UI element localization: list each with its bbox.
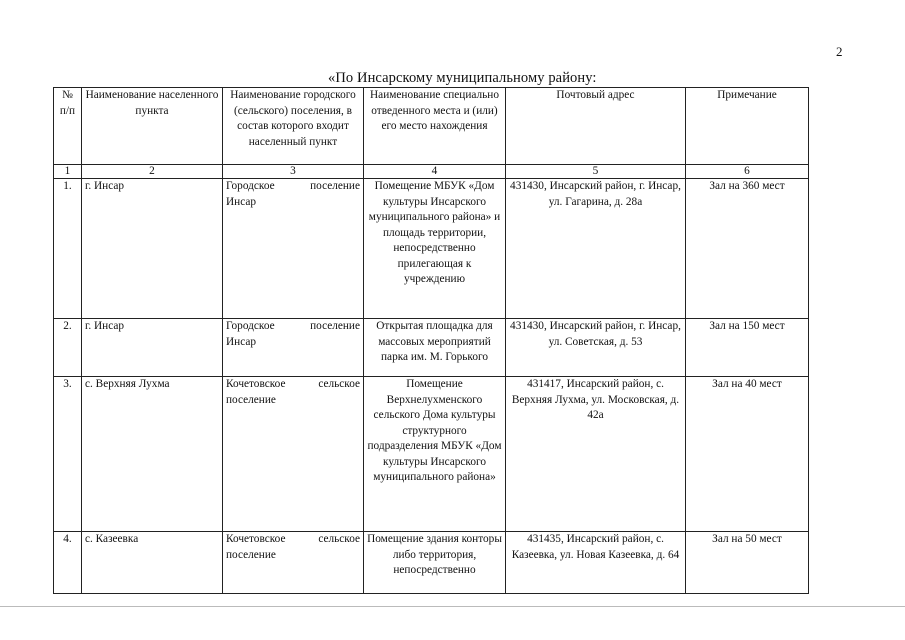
column-number: 6: [686, 165, 809, 179]
settlement-word: поселение: [226, 548, 276, 561]
row-locality: г. Инсар: [82, 319, 223, 377]
table-row: [54, 377, 809, 532]
settlement-word: Инсар: [226, 335, 257, 348]
settlement-word: Городское: [226, 320, 275, 332]
row-locality: с. Казеевка: [82, 532, 223, 594]
section-heading: «По Инсарскому муниципальному району:: [328, 70, 597, 86]
row-address: 431430, Инсарский район, г. Инсар, ул. Советская, д. 53: [506, 319, 686, 377]
row-note: Зал на 360 мест: [686, 179, 809, 319]
header-place: Наименование специально отведенного места и (или) его место нахождения: [364, 88, 506, 165]
column-number: 4: [364, 165, 506, 179]
row-note: Зал на 150 мест: [686, 319, 809, 377]
column-number: 2: [82, 165, 223, 179]
settlement-word: поселение: [310, 180, 360, 192]
settlement-word: Городское: [226, 180, 275, 192]
row-number: 3.: [54, 377, 82, 532]
column-number: 5: [506, 165, 686, 179]
polling-places-table: [53, 87, 809, 594]
row-number: 2.: [54, 319, 82, 377]
settlement-word: поселение: [226, 393, 276, 406]
table-row: [54, 532, 809, 594]
settlement-word: Кочетовское: [226, 533, 286, 545]
row-address: 431435, Инсарский район, с. Казеевка, ул. Новая Казеевка, д. 64: [506, 532, 686, 594]
row-address: 431417, Инсарский район, с. Верхняя Лухма, ул. Московская, д. 42а: [506, 377, 686, 532]
row-number: 1.: [54, 179, 82, 319]
row-settlement: [223, 377, 364, 532]
column-number: 3: [223, 165, 364, 179]
header-note: Примечание: [686, 88, 809, 165]
header-locality: Наименование населенного пункта: [82, 88, 223, 165]
row-note: Зал на 50 мест: [686, 532, 809, 594]
table-row: [54, 319, 809, 377]
page-bottom-divider: [0, 606, 905, 607]
row-place: Помещение здания конторы либо территория, непосредственно: [364, 532, 506, 594]
settlement-word: сельское: [318, 378, 360, 390]
header-address: Почтовый адрес: [506, 88, 686, 165]
row-settlement: [223, 532, 364, 594]
page-number: 2: [836, 44, 843, 59]
row-locality: с. Верхняя Лухма: [82, 377, 223, 532]
table-header-row: [54, 88, 809, 165]
row-place: Помещение Верхнелухменского сельского Дома культуры структурного подразделения МБУК «Дом культуры Инсарского муниципального района»: [364, 377, 506, 532]
header-number: № п/п: [54, 88, 82, 165]
settlement-word: поселение: [310, 320, 360, 332]
row-settlement: [223, 319, 364, 377]
column-numbers-row: [54, 165, 809, 179]
column-number: 1: [54, 165, 82, 179]
row-note: Зал на 40 мест: [686, 377, 809, 532]
settlement-word: Инсар: [226, 195, 257, 208]
settlement-word: Кочетовское: [226, 378, 286, 390]
row-locality: г. Инсар: [82, 179, 223, 319]
row-settlement: [223, 179, 364, 319]
row-place: Открытая площадка для массовых мероприятий парка им. М. Горького: [364, 319, 506, 377]
settlement-word: сельское: [318, 533, 360, 545]
row-number: 4.: [54, 532, 82, 594]
row-address: 431430, Инсарский район, г. Инсар, ул. Гагарина, д. 28а: [506, 179, 686, 319]
header-settlement: Наименование городского (сельского) поселения, в состав которого входит населенный пункт: [223, 88, 364, 165]
row-place: Помещение МБУК «Дом культуры Инсарского муниципального района» и площадь территории, непосредственно прилегающая к учреждению: [364, 179, 506, 319]
table-row: [54, 179, 809, 319]
